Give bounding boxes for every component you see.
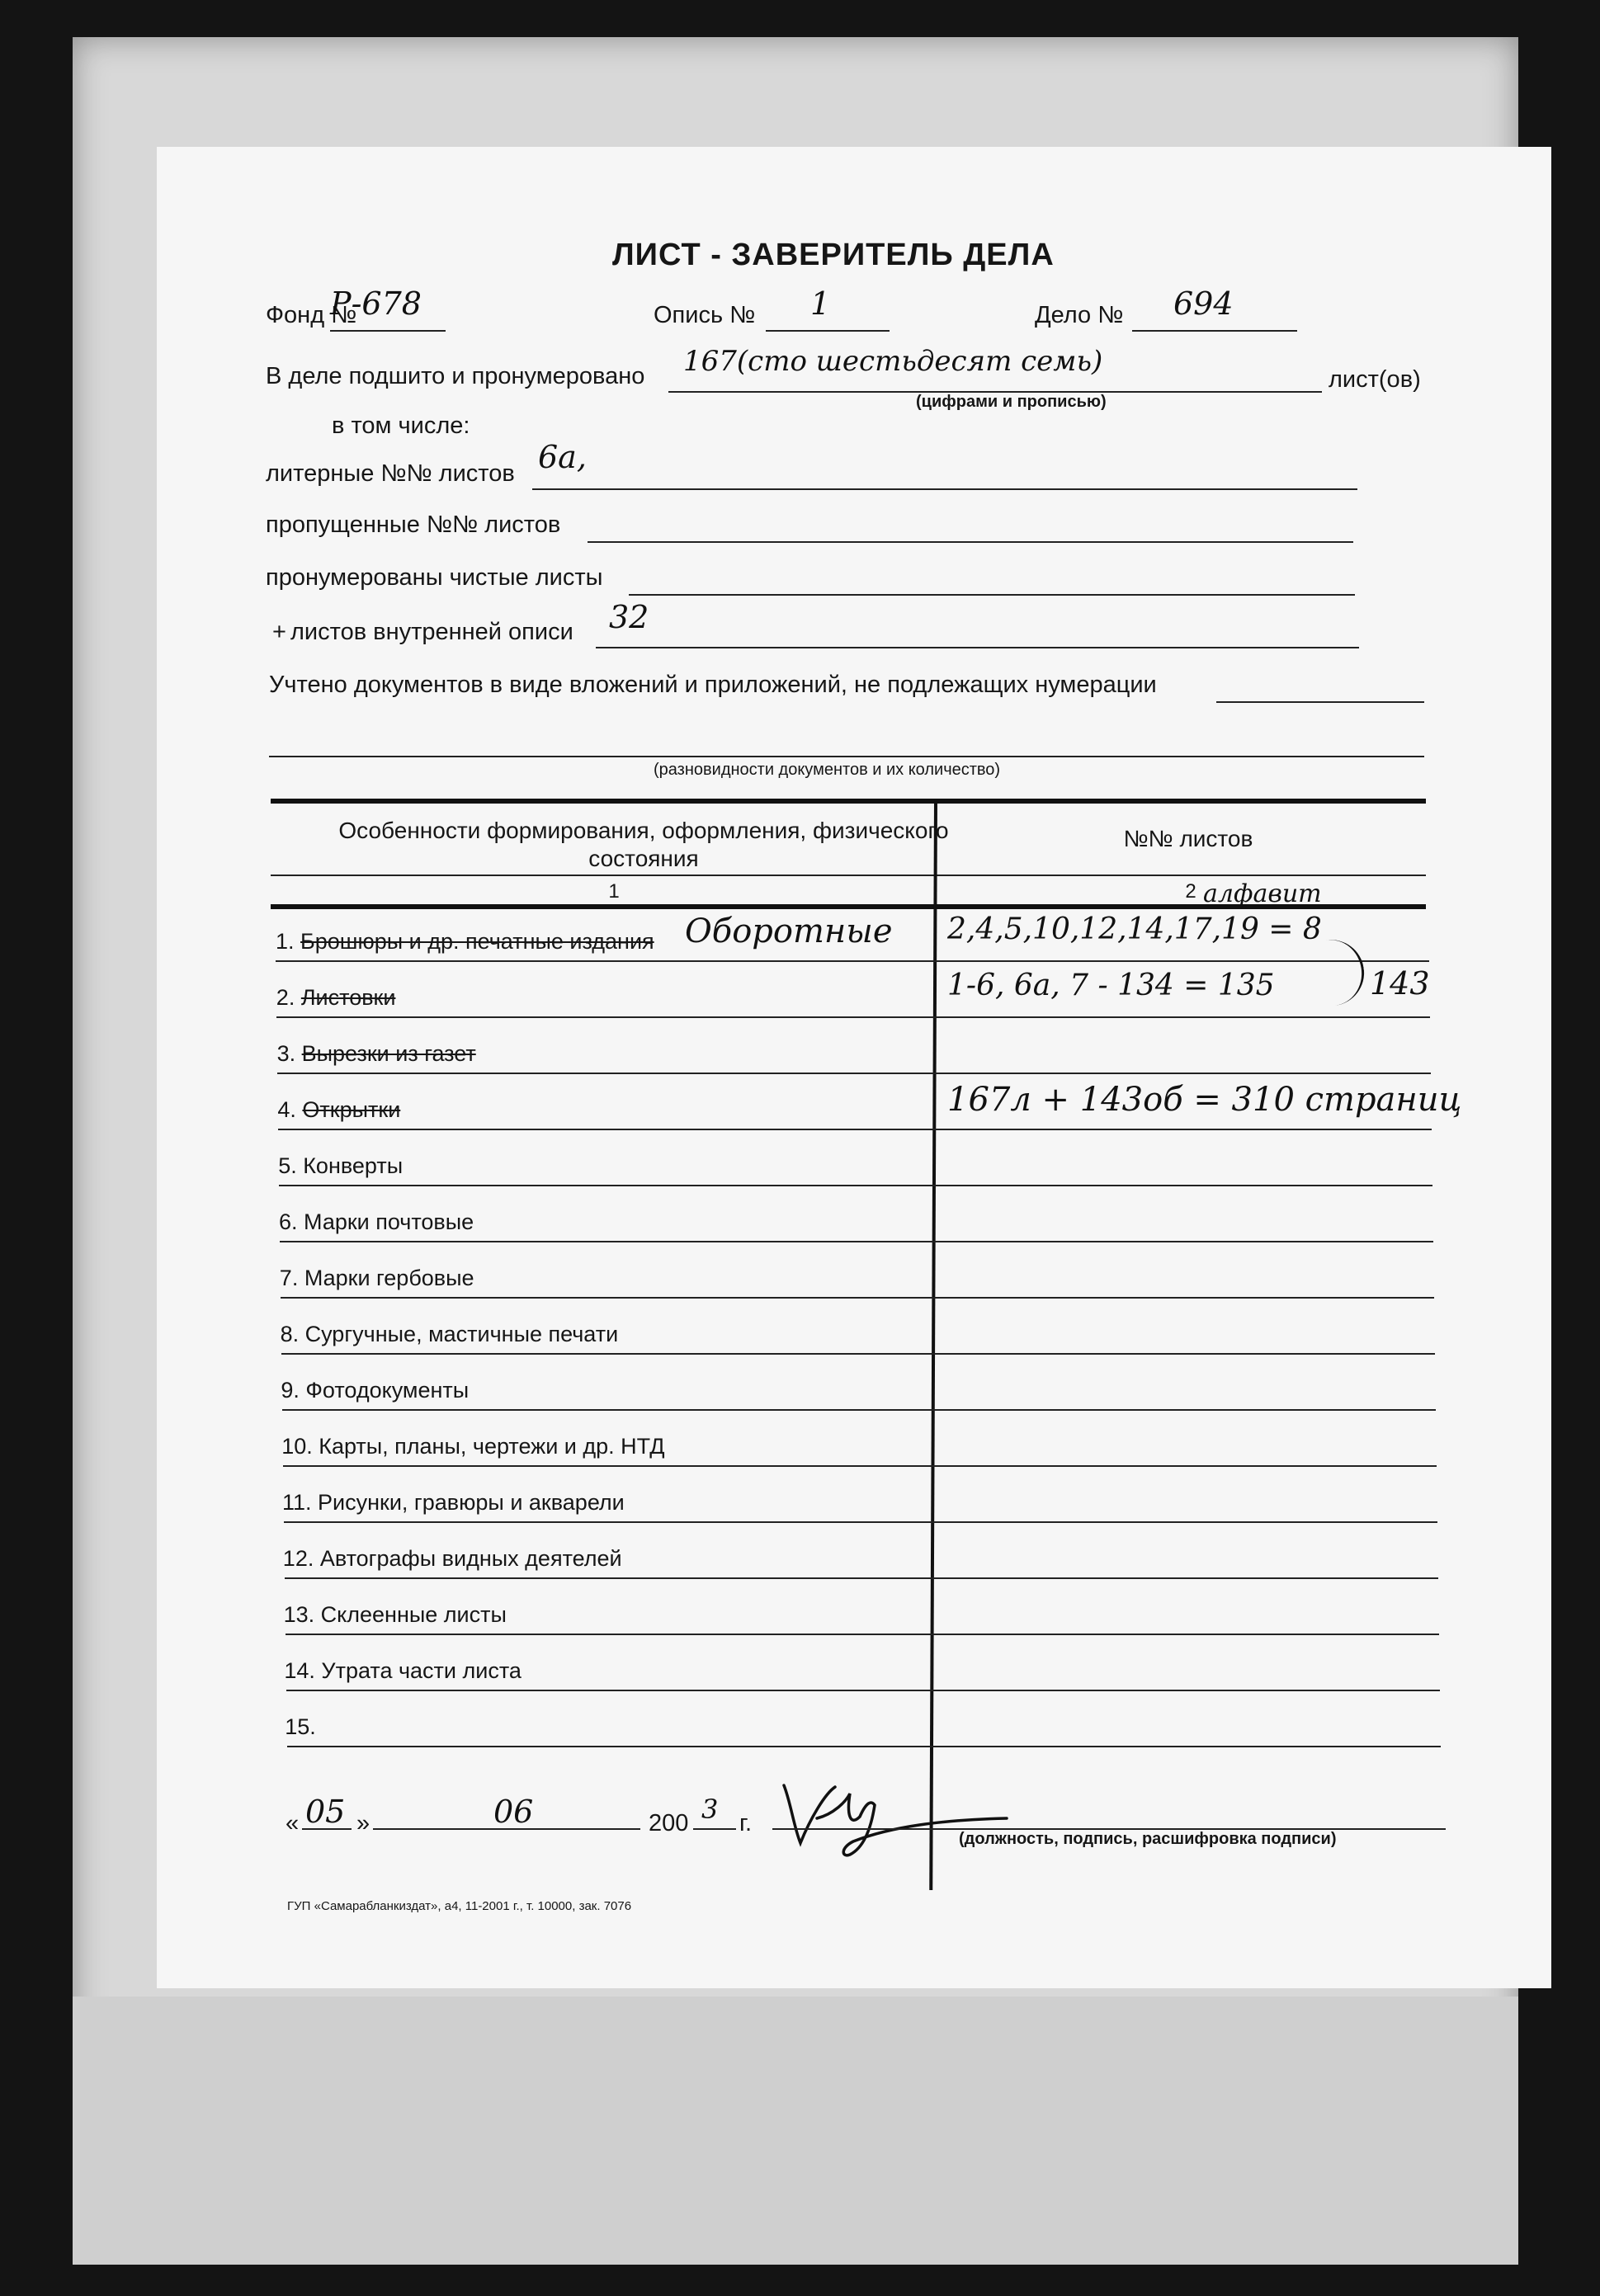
inner-value: 32: [609, 599, 649, 635]
liter-underline: [532, 488, 1357, 490]
table-row-label: 2. Листовки: [276, 985, 396, 1010]
day-underline: [302, 1828, 352, 1830]
table-row-label: 12. Автографы видных деятелей: [282, 1546, 622, 1571]
annotation-brace: [1308, 936, 1369, 1008]
table-row-line: [276, 1016, 1430, 1018]
date-month: 06: [493, 1794, 534, 1830]
table-row-label: 14. Утрата части листа: [284, 1658, 522, 1683]
table-row-label: 1. Брошюры и др. печатные издания: [276, 929, 654, 954]
table-row-line: [284, 1521, 1437, 1523]
annotation-total: 143: [1370, 965, 1430, 1002]
print-imprint: ГУП «Самарабланкиздат», а4, 11-2001 г., т. 10000, зак. 7076: [287, 1899, 632, 1913]
table-row-line: [279, 1185, 1432, 1186]
date-quote-close: »: [356, 1810, 371, 1836]
docs-label: Учтено документов в виде вложений и приложений, не подлежащих нумерации: [269, 672, 1157, 698]
sewn-label: В деле подшито и пронумеровано: [266, 363, 645, 389]
form-title: ЛИСТ - ЗАВЕРИТЕЛЬ ДЕЛА: [612, 238, 1055, 272]
delo-value: 694: [1173, 285, 1234, 322]
table-row-value: 1-6, 6а, 7 - 134 = 135: [947, 969, 1275, 1002]
year-underline: [693, 1828, 736, 1830]
inner-prefix: +: [272, 619, 286, 645]
date-year-digit: 3: [701, 1794, 719, 1825]
date-day: 05: [305, 1794, 346, 1830]
table-row-line: [286, 1634, 1439, 1635]
docs-underline: [1216, 701, 1424, 703]
inner-label: листов внутренней описи: [290, 619, 573, 645]
col2-number: 2: [1185, 880, 1196, 903]
blank-label: пронумерованы чистые листы: [266, 564, 603, 591]
signature-hint: (должность, подпись, расшифровка подписи): [959, 1830, 1337, 1848]
table-row-label: 13. Склеенные листы: [283, 1602, 507, 1627]
including-label: в том числе:: [332, 413, 470, 439]
table-row-label: 15.: [285, 1714, 316, 1739]
col1-header: Особенности формирования, оформления, физического состояния: [338, 818, 949, 871]
table-row-line: [283, 1465, 1437, 1467]
table-row-label: 7. Марки гербовые: [279, 1266, 474, 1290]
table-row-line: [280, 1241, 1433, 1242]
table-row-line: [286, 1690, 1440, 1691]
sewn-hint: (цифрами и прописью): [916, 393, 1107, 411]
missed-label: пропущенные №№ листов: [266, 512, 561, 538]
col2-header: №№ листов: [1123, 826, 1253, 851]
table-row-line: [287, 1746, 1441, 1747]
table-row-line: [281, 1297, 1434, 1299]
table-row-line: [276, 960, 1429, 962]
table-row-value: 167л + 143об = 310 страниц: [947, 1081, 1462, 1119]
table-row-label: 3. Вырезки из газет: [276, 1041, 476, 1066]
date-quote-open: «: [286, 1810, 300, 1836]
fond-underline: [330, 330, 446, 332]
fond-label: Фонд №: [266, 302, 357, 328]
opis-value: 1: [810, 285, 831, 322]
table-row-label: 11. Рисунки, гравюры и акварели: [282, 1490, 625, 1515]
table-row-label: 4. Открытки: [277, 1097, 401, 1122]
sewn-value: 167(сто шестьдесят семь): [683, 345, 1103, 378]
blank-underline: [629, 594, 1355, 596]
table-row-label: 8. Сургучные, мастичные печати: [280, 1322, 619, 1346]
table-row-value: 2,4,5,10,12,14,17,19 = 8: [947, 912, 1322, 946]
month-underline: [373, 1828, 640, 1830]
certification-sheet: [157, 147, 1551, 1988]
fond-value: Р-678: [330, 285, 422, 322]
table-row-line: [277, 1073, 1431, 1074]
docs-underline-2: [269, 756, 1424, 757]
table-row-label: 5. Конверты: [278, 1153, 404, 1178]
header-divider: [271, 875, 1426, 876]
table-row-line: [282, 1409, 1436, 1411]
table-row-label: 10. Карты, планы, чертежи и др. НТД: [281, 1434, 665, 1459]
delo-label: Дело №: [1035, 302, 1124, 328]
table-row-line: [278, 1129, 1432, 1130]
table-row-label: 6. Марки почтовые: [279, 1209, 474, 1234]
opis-label: Опись №: [654, 302, 756, 328]
missed-underline: [588, 541, 1353, 543]
opis-underline: [766, 330, 890, 332]
date-year-prefix: 200: [649, 1810, 689, 1836]
annotation-alphabet: алфавит: [1203, 879, 1322, 908]
col1-number: 1: [608, 880, 620, 903]
table-row-note: Оборотные: [685, 912, 893, 950]
liter-value: 6а,: [538, 439, 587, 475]
table-top-border: [271, 799, 1426, 804]
liter-label: литерные №№ листов: [266, 460, 515, 487]
date-year-suffix: г.: [739, 1810, 753, 1836]
inner-underline: [596, 647, 1359, 648]
folder-bottom-edge: [73, 1997, 1518, 2265]
table-row-label: 9. Фотодокументы: [281, 1378, 470, 1403]
column-divider: [929, 801, 937, 1890]
docs-hint: (разновидности документов и их количество): [654, 761, 1001, 779]
table-row-line: [285, 1577, 1438, 1579]
sewn-suffix: лист(ов): [1329, 366, 1421, 393]
table-row-line: [281, 1353, 1435, 1355]
delo-underline: [1132, 330, 1297, 332]
